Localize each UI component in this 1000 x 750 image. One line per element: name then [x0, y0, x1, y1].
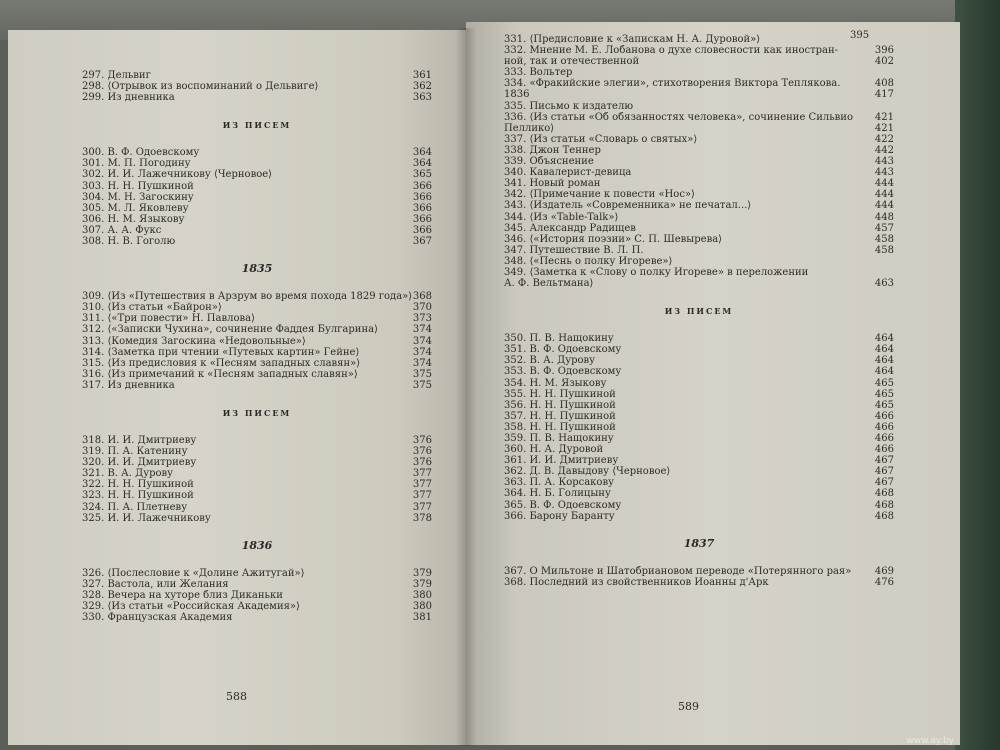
- contents-entry: [82, 302, 432, 313]
- entry-title: 321. В. А. Дурову: [82, 468, 174, 480]
- entry-title: 349. ⟨Заметка к «Слову о полку Игореве» в переложении: [504, 266, 809, 278]
- entry-title: 312. ⟨«Записки Чухина», сочинение Фаддея Булгарина⟩: [82, 324, 378, 336]
- entry-title: 322. Н. Н. Пушкиной: [82, 479, 194, 491]
- contents-entry: [82, 169, 432, 180]
- entry-title: 329. ⟨Из статьи «Российская Академия»⟩: [82, 601, 300, 612]
- contents-entry: [504, 455, 894, 466]
- entry-title: 328. Вечера на хуторе близ Диканьки: [82, 589, 283, 601]
- contents-entry: [504, 355, 894, 366]
- entry-title: 319. П. А. Катенину: [82, 446, 188, 458]
- contents-entry: [504, 145, 894, 156]
- contents-entry: [504, 344, 894, 355]
- entry-title: 338. Джон Теннер: [504, 144, 601, 156]
- entry-page-number: 467: [874, 466, 894, 478]
- entry-title: 299. Из дневника: [82, 92, 175, 104]
- entry-page-number: 396: [874, 45, 894, 57]
- contents-entry: [504, 200, 894, 211]
- entry-title: 300. В. Ф. Одоевскому: [82, 147, 200, 159]
- entry-title: 350. П. В. Нащокину: [504, 333, 614, 345]
- entry-title: 325. И. И. Лажечникову: [82, 512, 211, 524]
- entry-title: 342. ⟨Примечание к повести «Нос»⟩: [504, 189, 695, 201]
- entry-page-number: 374: [412, 346, 432, 358]
- entry-page-number: 444: [874, 200, 894, 212]
- entry-title: 348. ⟨«Песнь о полку Игореве»⟩: [504, 255, 673, 267]
- entry-page-number: 458: [874, 244, 894, 256]
- contents-entry: [82, 490, 432, 501]
- contents-entry: [82, 203, 432, 214]
- entry-title: 353. В. Ф. Одоевскому: [504, 366, 622, 378]
- entry-page-number: 448: [874, 211, 894, 223]
- entry-title: 354. Н. М. Языкову: [504, 377, 607, 389]
- entry-page-number: 366: [412, 191, 432, 203]
- contents-entry: [82, 225, 432, 236]
- entry-title: ной, так и отечественной: [504, 56, 640, 68]
- entry-page-number: 465: [874, 388, 894, 400]
- contents-entry: [504, 212, 894, 223]
- right-page-number: 589: [678, 700, 699, 713]
- entry-page-number: 417: [874, 89, 894, 101]
- contents-entry: [504, 444, 894, 455]
- contents-entry: [504, 400, 894, 411]
- entry-page-number: 467: [874, 455, 894, 467]
- entry-page-number: 408: [874, 78, 894, 90]
- contents-entry: [504, 422, 894, 433]
- contents-entry: [82, 192, 432, 203]
- entry-page-number: 366: [412, 213, 432, 225]
- entry-page-number: 469: [874, 565, 894, 577]
- entry-title: 310. ⟨Из статьи «Байрон»⟩: [82, 302, 222, 314]
- entry-page-number: 422: [874, 133, 894, 145]
- contents-entry: [82, 369, 432, 380]
- entry-page-number: 378: [412, 512, 432, 524]
- entry-title: 308. Н. В. Гоголю: [82, 236, 176, 248]
- entry-page-number: 402: [874, 56, 894, 68]
- contents-entry: [504, 433, 894, 444]
- entry-title: 345. Александр Радищев: [504, 222, 636, 234]
- contents-entry: [504, 178, 894, 189]
- entry-title: 355. Н. Н. Пушкиной: [504, 388, 616, 400]
- contents-entry: [82, 324, 432, 335]
- entry-page-number: 444: [874, 189, 894, 201]
- contents-entry: [82, 457, 432, 468]
- entry-title: 297. Дельвиг: [82, 70, 151, 81]
- contents-entry: [82, 568, 432, 579]
- entry-page-number: 374: [412, 324, 432, 336]
- entry-title: 306. Н. М. Языкову: [82, 213, 185, 225]
- contents-entry: [82, 380, 432, 391]
- contents-entry: [82, 181, 432, 192]
- entry-page-number: 457: [874, 222, 894, 234]
- entry-page-number: 380: [412, 589, 432, 601]
- top-page-reference: 395: [850, 30, 870, 41]
- entry-title: 302. И. И. Лажечникову ⟨Черновое⟩: [82, 169, 273, 181]
- entry-page-number: 376: [412, 434, 432, 446]
- contents-entry: [504, 78, 894, 89]
- contents-entry: [82, 214, 432, 225]
- entry-page-number: 466: [874, 410, 894, 422]
- entry-title: 326. ⟨Послесловие к «Долине Ажитугай»⟩: [82, 567, 305, 579]
- contents-entry: [82, 313, 432, 324]
- contents-entry: [504, 256, 894, 267]
- entry-page-number: 468: [874, 488, 894, 500]
- entry-page-number: 377: [412, 479, 432, 491]
- entry-title: 363. П. А. Корсакову: [504, 477, 614, 489]
- entry-title: 365. В. Ф. Одоевскому: [504, 499, 622, 511]
- section-heading: ИЗ ПИСЕМ: [222, 120, 292, 131]
- contents-entry: [504, 577, 894, 588]
- entry-title: 305. М. Л. Яковлеву: [82, 202, 189, 214]
- left-page-number: 588: [226, 690, 247, 703]
- entry-title: 327. Вастола, или Желания: [82, 578, 229, 590]
- contents-entry: [82, 347, 432, 358]
- entry-title: 317. Из дневника: [82, 379, 175, 391]
- entry-title: 307. А. А. Фукс: [82, 224, 162, 236]
- contents-entry: [504, 389, 894, 400]
- watermark: www.ay.by: [906, 736, 954, 746]
- contents-entry: [504, 267, 894, 278]
- entry-page-number: 421: [874, 122, 894, 134]
- entry-page-number: 374: [412, 335, 432, 347]
- entry-page-number: 361: [412, 70, 432, 81]
- contents-entry: [504, 278, 894, 289]
- entry-title: 358. Н. Н. Пушкиной: [504, 421, 616, 433]
- left-contents-list: [82, 70, 432, 623]
- entry-title: 332. Мнение М. Е. Лобанова о духе словесности как иностран-: [504, 45, 839, 57]
- entry-page-number: 467: [874, 477, 894, 489]
- entry-title: 303. Н. Н. Пушкиной: [82, 180, 194, 192]
- entry-title: 298. ⟨Отрывок из воспоминаний о Дельвиге⟩: [82, 81, 319, 93]
- contents-entry: [504, 56, 894, 67]
- entry-page-number: 375: [412, 368, 432, 380]
- contents-entry: [82, 81, 432, 92]
- entry-page-number: 444: [874, 178, 894, 190]
- contents-entry: [82, 236, 432, 247]
- entry-title: 311. ⟨«Три повести» Н. Павлова⟩: [82, 313, 255, 325]
- entry-page-number: 373: [412, 313, 432, 325]
- entry-title: 330. Французская Академия: [82, 612, 233, 624]
- year-heading: 1837: [683, 536, 715, 550]
- contents-entry: [504, 101, 894, 112]
- contents-entry: [82, 579, 432, 590]
- entry-page-number: 443: [874, 167, 894, 179]
- left-page: [8, 30, 466, 745]
- entry-title: 356. Н. Н. Пушкиной: [504, 399, 616, 411]
- entry-page-number: 370: [412, 302, 432, 314]
- entry-title: 359. П. В. Нащокину: [504, 433, 614, 444]
- contents-entry: [504, 112, 894, 123]
- entry-page-number: 365: [412, 169, 432, 181]
- contents-entry: [504, 134, 894, 145]
- entry-title: 344. ⟨Из «Table-Talk»⟩: [504, 211, 619, 223]
- entry-page-number: 377: [412, 490, 432, 502]
- entry-page-number: 367: [412, 236, 432, 248]
- contents-entry: [504, 34, 894, 45]
- entry-page-number: 458: [874, 233, 894, 245]
- entry-title: 331. ⟨Предисловие к «Запискам Н. А. Дуровой»⟩: [504, 34, 761, 45]
- entry-title: 318. И. И. Дмитриеву: [82, 434, 197, 446]
- entry-title: 357. Н. Н. Пушкиной: [504, 410, 616, 422]
- entry-page-number: 464: [874, 355, 894, 367]
- entry-page-number: 380: [412, 601, 432, 612]
- entry-title: 346. ⟨«История поэзии» С. П. Шевырева⟩: [504, 233, 723, 245]
- entry-title: Пеллико⟩: [504, 122, 555, 134]
- contents-entry: [82, 70, 432, 81]
- contents-entry: [504, 245, 894, 256]
- contents-entry: [504, 378, 894, 389]
- entry-page-number: 464: [874, 344, 894, 356]
- entry-page-number: 379: [412, 567, 432, 579]
- entry-title: 1836: [504, 89, 530, 101]
- entry-title: 351. В. Ф. Одоевскому: [504, 344, 622, 356]
- entry-title: 341. Новый роман: [504, 178, 601, 190]
- contents-entry: [82, 435, 432, 446]
- entry-title: 366. Барону Баранту: [504, 510, 615, 522]
- entry-page-number: 366: [412, 224, 432, 236]
- contents-entry: [82, 147, 432, 158]
- entry-page-number: 468: [874, 499, 894, 511]
- contents-entry: [504, 366, 894, 377]
- entry-title: 340. Кавалерист-девица: [504, 167, 632, 179]
- entry-title: 334. «Фракийские элегии», стихотворения Виктора Теплякова.: [504, 78, 841, 90]
- section-heading: ИЗ ПИСЕМ: [664, 306, 734, 317]
- entry-title: А. Ф. Вельтмана⟩: [504, 278, 594, 290]
- contents-entry: [82, 291, 432, 302]
- contents-entry: [504, 167, 894, 178]
- entry-page-number: 368: [412, 291, 432, 303]
- right-page: [466, 22, 960, 745]
- contents-entry: [82, 92, 432, 103]
- entry-page-number: 377: [412, 501, 432, 513]
- contents-entry: [82, 336, 432, 347]
- entry-title: 320. И. И. Дмитриеву: [82, 457, 197, 469]
- entry-title: 347. Путешествие В. Л. П.: [504, 244, 644, 256]
- entry-title: 336. ⟨Из статьи «Об обязанностях человека», сочинение Сильвио: [504, 111, 853, 123]
- contents-entry: [82, 358, 432, 369]
- entry-page-number: 362: [412, 81, 432, 93]
- contents-entry: [504, 333, 894, 344]
- contents-entry: [82, 479, 432, 490]
- entry-title: 316. ⟨Из примечаний к «Песням западных славян»⟩: [82, 368, 358, 380]
- entry-title: 315. ⟨Из предисловия к «Песням западных славян»⟩: [82, 357, 361, 369]
- contents-entry: [504, 477, 894, 488]
- entry-page-number: 464: [874, 366, 894, 378]
- entry-title: 335. Письмо к издателю: [504, 100, 634, 112]
- contents-entry: [504, 466, 894, 477]
- entry-title: 333. Вольтер: [504, 67, 573, 79]
- entry-title: 314. ⟨Заметка при чтении «Путевых картин» Гейне⟩: [82, 346, 360, 358]
- entry-title: 323. Н. Н. Пушкиной: [82, 490, 194, 502]
- entry-title: 364. Н. Б. Голицыну: [504, 488, 611, 500]
- contents-entry: [82, 158, 432, 169]
- book-gutter-shadow: [456, 28, 476, 746]
- contents-entry: [504, 89, 894, 100]
- entry-title: 367. О Мильтоне и Шатобриановом переводе «Потерянного рая»: [504, 565, 852, 577]
- contents-entry: [82, 513, 432, 524]
- entry-page-number: 363: [412, 92, 432, 104]
- entry-title: 301. М. П. Погодину: [82, 158, 191, 170]
- entry-page-number: 466: [874, 444, 894, 456]
- contents-entry: [504, 234, 894, 245]
- entry-title: 309. ⟨Из «Путешествия в Арзрум во время похода 1829 года»⟩: [82, 291, 413, 303]
- entry-title: 361. И. И. Дмитриеву: [504, 455, 619, 467]
- contents-entry: [504, 500, 894, 511]
- entry-page-number: 374: [412, 357, 432, 369]
- contents-entry: [504, 223, 894, 234]
- contents-entry: [82, 468, 432, 479]
- entry-page-number: 379: [412, 578, 432, 590]
- entry-page-number: 366: [412, 180, 432, 192]
- entry-page-number: 364: [412, 147, 432, 159]
- contents-entry: [504, 123, 894, 134]
- entry-page-number: 465: [874, 399, 894, 411]
- year-heading: 1836: [241, 538, 273, 552]
- entry-page-number: 463: [874, 278, 894, 290]
- entry-title: 362. Д. В. Давыдову ⟨Черновое⟩: [504, 466, 671, 478]
- entry-title: 304. М. Н. Загоскину: [82, 191, 194, 203]
- contents-entry: [504, 67, 894, 78]
- contents-entry: [82, 612, 432, 623]
- entry-title: 352. В. А. Дурову: [504, 355, 596, 367]
- entry-page-number: 421: [874, 111, 894, 123]
- contents-entry: [504, 488, 894, 499]
- entry-page-number: 375: [412, 379, 432, 391]
- contents-entry: [82, 446, 432, 457]
- contents-entry: [82, 601, 432, 612]
- contents-entry: [504, 411, 894, 422]
- entry-title: 360. Н. А. Дуровой: [504, 444, 604, 456]
- contents-entry: [504, 156, 894, 167]
- entry-title: 343. ⟨Издатель «Современника» не печатал...⟩: [504, 200, 752, 212]
- contents-entry: [82, 502, 432, 513]
- section-heading: ИЗ ПИСЕМ: [222, 407, 292, 418]
- entry-page-number: 466: [874, 433, 894, 444]
- entry-page-number: 443: [874, 156, 894, 168]
- entry-title: 368. Последний из свойственников Иоанны д'Арк: [504, 576, 769, 588]
- entry-title: 324. П. А. Плетневу: [82, 501, 188, 513]
- entry-page-number: 377: [412, 468, 432, 480]
- contents-entry: [82, 590, 432, 601]
- entry-page-number: 366: [412, 202, 432, 214]
- year-heading: 1835: [241, 262, 273, 276]
- entry-title: 337. ⟨Из статьи «Словарь о святых»⟩: [504, 133, 698, 145]
- entry-page-number: 376: [412, 446, 432, 458]
- contents-entry: [504, 189, 894, 200]
- entry-page-number: 376: [412, 457, 432, 469]
- contents-entry: [504, 566, 894, 577]
- entry-page-number: 465: [874, 377, 894, 389]
- entry-title: 339. Объяснение: [504, 156, 594, 168]
- contents-entry: [504, 511, 894, 522]
- entry-page-number: 466: [874, 421, 894, 433]
- entry-page-number: 364: [412, 158, 432, 170]
- entry-page-number: 476: [874, 576, 894, 588]
- right-contents-list: [504, 34, 894, 588]
- entry-title: 313. ⟨Комедия Загоскина «Недовольные»⟩: [82, 335, 306, 347]
- contents-entry: [504, 45, 894, 56]
- entry-page-number: 442: [874, 144, 894, 156]
- entry-page-number: 464: [874, 333, 894, 345]
- entry-page-number: 381: [412, 612, 432, 624]
- entry-page-number: 468: [874, 510, 894, 522]
- book-cover-edge: [955, 0, 1000, 750]
